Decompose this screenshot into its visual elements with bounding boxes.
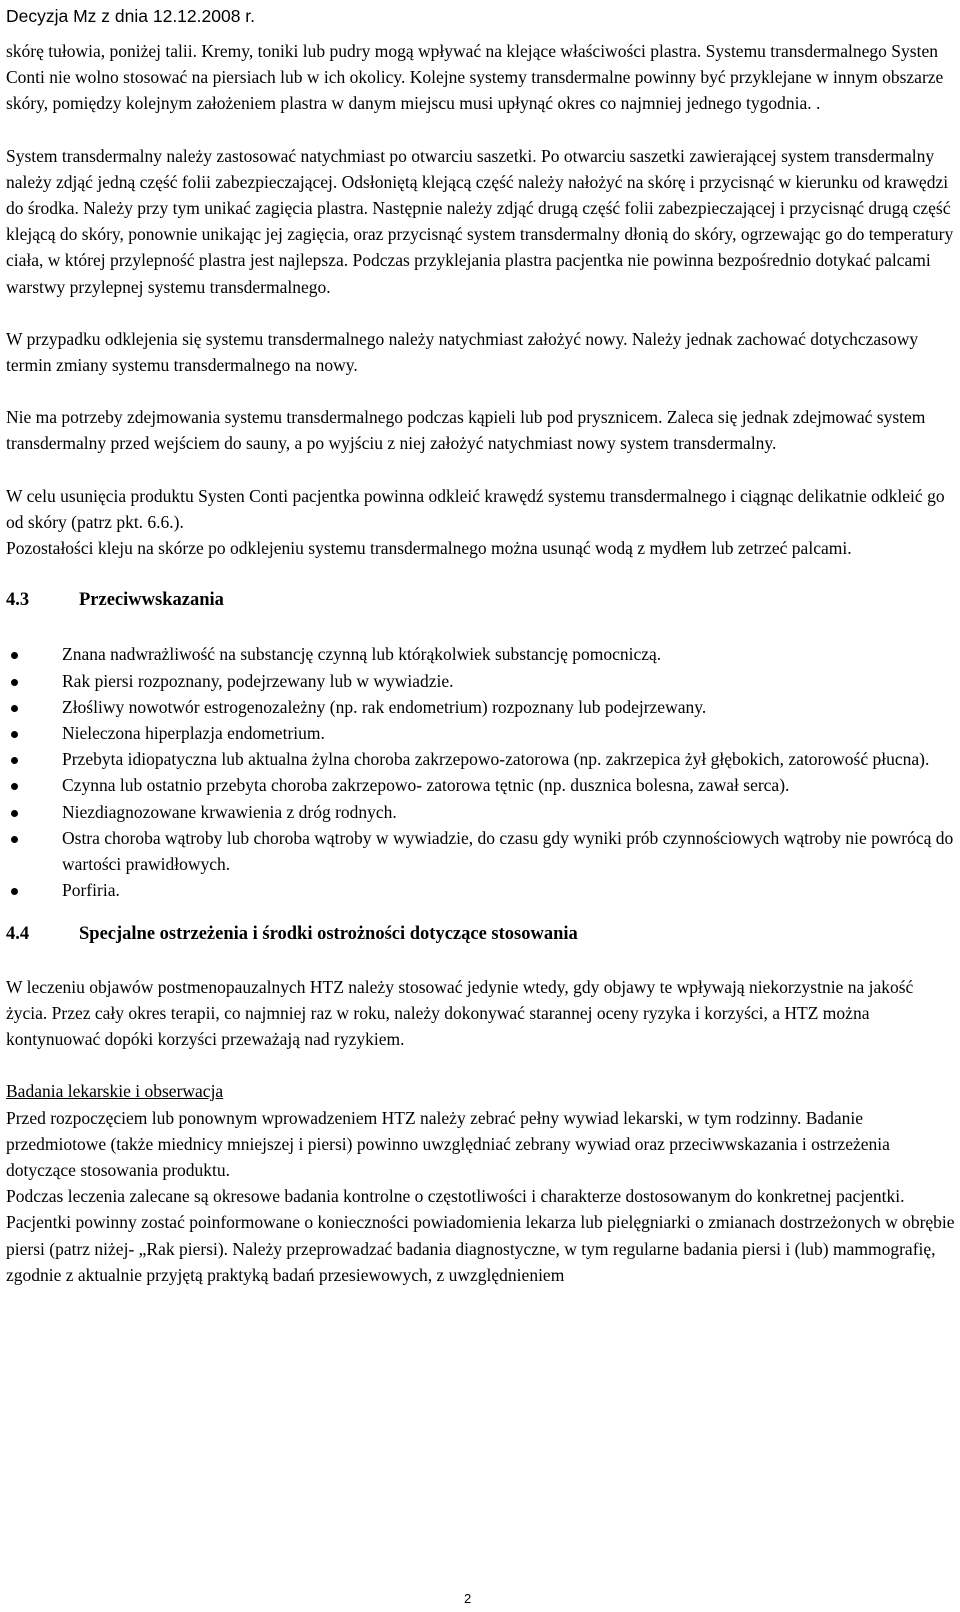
list-item: Złośliwy nowotwór estrogenozależny (np. rak endometrium) rozpoznany lub podejrzewany. [6, 694, 956, 720]
page-number: 2 [464, 1591, 472, 1606]
bullet-icon [11, 783, 18, 790]
list-item: Porfiria. [6, 877, 956, 903]
list-item: Znana nadwrażliwość na substancję czynną lub którąkolwiek substancję pomocniczą. [6, 641, 956, 667]
bullet-icon [11, 836, 18, 843]
paragraph-periodic-exams: Podczas leczenia zalecane są okresowe badania kontrolne o częstotliwości i charakterze dostosowanym do konkretnej pacjentki. Pacjentki powinny zostać poinformowane o konieczności powiadomienia lekarza lub pielęgniarki o zmianach dostrzeżonych w obrębie piersi (patrz niżej- „Rak piersi). Należy przeprowadzać badania diagnostyczne, w tym regularne badania piersi i (lub) mammografię, zgodnie z aktualnie przyjętą praktyką badań przesiewowych, z uwzględnieniem [6, 1186, 955, 1285]
paragraph-adhesive-residue: Pozostałości kleju na skórze po odklejeniu systemu transdermalnego można usunąć wodą z mydłem lub zetrzeć palcami. [6, 538, 852, 559]
paragraph-application-method: System transdermalny należy zastosować natychmiast po otwarciu saszetki. Po otwarciu saszetki zawierającej system transdermalny należy zdjąć jedną część folii zabezpieczającej. Odsłoniętą klejącą część należy nałożyć na skórę i przycisnąć w kierunku od krawędzi do środka. Należy przy tym unikać zagięcia plastra. Następnie należy zdjąć drugą część folii zabezpieczającej i przycisnąć drugą część klejącą do skóry, ponownie unikając jej zagięcia, oraz przycisnąć system transdermalny dłonią do skóry, ogrzewając go do temperatury ciała, w której przylepność plastra jest najlepsza. Podczas przyklejania plastra pacjentka nie powinna bezpośrednio dotykać palcami warstwy przylepnej systemu transdermalnego. [6, 145, 954, 297]
list-item: Ostra choroba wątroby lub choroba wątroby w wywiadzie, do czasu gdy wyniki prób czynnościowych wątroby nie powrócą do wartości prawidłowych. [6, 825, 956, 877]
bullet-icon [11, 652, 18, 659]
bullet-icon [11, 810, 18, 817]
document-page [6, 0, 956, 1288]
bullet-icon [11, 757, 18, 764]
subheading-medical-exams: Badania lekarskie i obserwacja [6, 1081, 224, 1102]
section-heading-4-3 [6, 587, 956, 613]
paragraph-application-site: skórę tułowia, poniżej talii. Kremy, toniki lub pudry mogą wpływać na klejące właściwości plastra. Systemu transdermalnego Systen Conti nie wolno stosować na piersiach lub w ich okolicy. Kolejne systemy transdermalne powinny być przyklejane w innym obszarze skóry, pomiędzy kolejnym założeniem plastra w danym miejscu musi upłynąć okres co najmniej jednego tygodnia. . [6, 41, 944, 114]
section-number: 4.4 [6, 924, 30, 945]
list-item: Czynna lub ostatnio przebyta choroba zakrzepowo- zatorowa tętnic (np. dusznica bolesna, zawał serca). [6, 772, 956, 798]
list-item: Przebyta idiopatyczna lub aktualna żylna choroba zakrzepowo-zatorowa (np. zakrzepica żył głębokich, zatorowość płucna). [6, 746, 956, 772]
section-heading-4-4 [6, 921, 956, 947]
bullet-icon [11, 731, 18, 738]
section-title: Specjalne ostrzeżenia i środki ostrożności dotyczące stosowania [79, 924, 578, 945]
paragraph-htz-intro: W leczeniu objawów postmenopauzalnych HTZ należy stosować jedynie wtedy, gdy objawy te wpływają niekorzystnie na jakość życia. Przez cały okres terapii, co najmniej raz w roku, należy dokonywać starannej oceny ryzyka i korzyści, a HTZ można kontynuować dopóki korzyści przeważają nad ryzykiem. [6, 976, 914, 1050]
list-item: Rak piersi rozpoznany, podejrzewany lub w wywiadzie. [6, 668, 956, 694]
section-number: 4.3 [6, 590, 30, 611]
document-body [6, 38, 956, 1288]
section-title: Przeciwwskazania [79, 590, 224, 611]
paragraph-removal: W celu usunięcia produktu Systen Conti pacjentka powinna odkleić krawędź systemu transdermalnego i ciągnąc delikatnie odkleić go od skóry (patrz pkt. 6.6.). [6, 485, 945, 532]
bullet-icon [11, 679, 18, 686]
list-item: Niezdiagnozowane krwawienia z dróg rodnych. [6, 799, 956, 825]
bullet-icon [11, 705, 18, 712]
paragraph-medical-history: Przed rozpoczęciem lub ponownym wprowadzeniem HTZ należy zebrać pełny wywiad lekarski, w tym rodzinny. Badanie przedmiotowe (także miednicy mniejszej i piersi) powinno uwzględniać zebrany wywiad oraz przeciwwskazania i ostrzeżenia dotyczące stosowania produktu. [6, 1107, 890, 1180]
list-item: Nieleczona hiperplazja endometrium. [6, 720, 956, 746]
document-header: Decyzja Mz z dnia 12.12.2008 r. [6, 6, 256, 26]
paragraph-bathing: Nie ma potrzeby zdejmowania systemu transdermalnego podczas kąpieli lub pod prysznicem. Zaleca się jednak zdejmować system transdermalny przed wejściem do sauny, a po wyjściu z niej założyć natychmiast nowy system transdermalny. [6, 407, 926, 454]
contraindications-list [6, 641, 956, 903]
paragraph-detachment: W przypadku odklejenia się systemu transdermalnego należy natychmiast założyć nowy. Należy jednak zachować dotychczasowy termin zmiany systemu transdermalnego na nowy. [6, 328, 919, 376]
bullet-icon [11, 888, 18, 895]
